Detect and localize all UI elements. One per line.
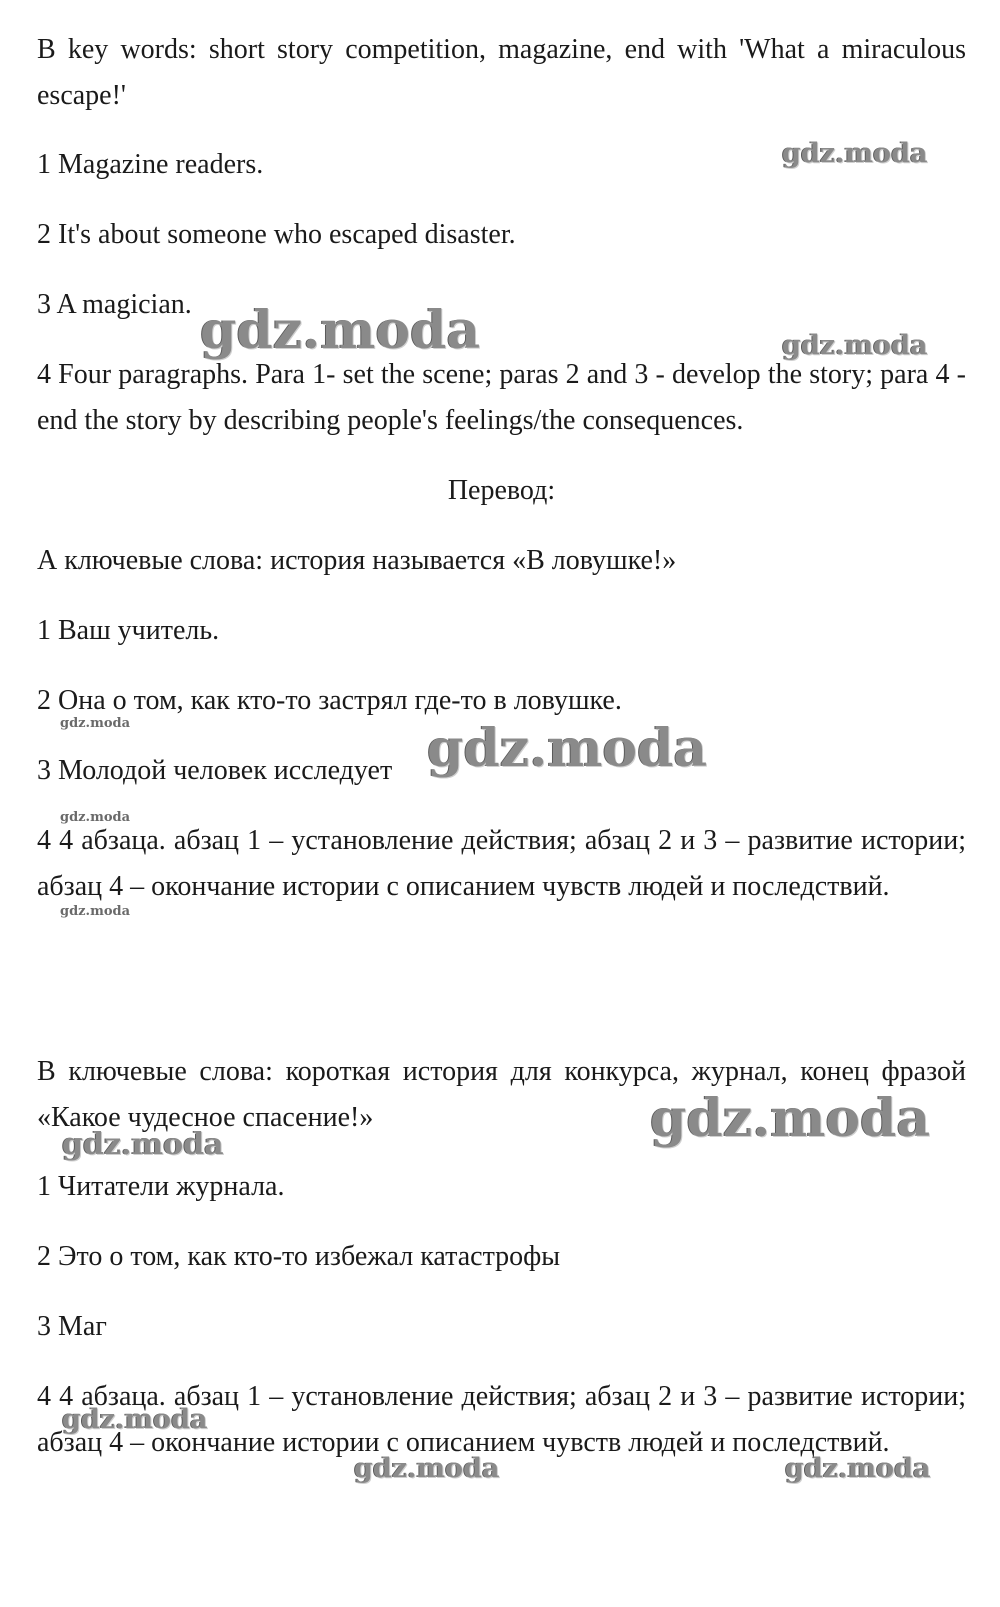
- section-b-item-3: 3 A magician.: [37, 289, 192, 320]
- translation-a-item-1: 1 Ваш учитель.: [37, 615, 220, 646]
- watermark-logo: gdz.moda: [427, 718, 708, 779]
- translation-b-item-2: 2 Это о том, как кто-то избежал катастрофы: [37, 1241, 561, 1272]
- translation-b-heading: В ключевые слова: короткая история для конкурса, журнал, конец фразой «Какое чудесное спасение!»: [37, 1056, 966, 1133]
- section-b-item-1: 1 Magazine readers.: [37, 149, 264, 180]
- watermark-logo: gdz.moda: [354, 1453, 500, 1484]
- watermark-logo: gdz.moda: [60, 810, 131, 825]
- watermark-logo: gdz.moda: [200, 300, 481, 361]
- watermark-logo: gdz.moda: [60, 716, 131, 731]
- watermark-logo: gdz.moda: [785, 1453, 931, 1484]
- section-b-heading: B key words: short story competition, magazine, end with 'What a miraculous escape!': [37, 34, 966, 111]
- translation-title: Перевод:: [447, 475, 556, 506]
- section-b-item-2: 2 It's about someone who escaped disaster.: [37, 219, 516, 250]
- translation-a-item-3: 3 Молодой человек исследует: [37, 755, 393, 786]
- section-b-item-4: 4 Four paragraphs. Para 1- set the scene; paras 2 and 3 - develop the story; para 4 - end the story by describing people's feelings/the consequences.: [37, 359, 966, 436]
- translation-a-item-2: 2 Она о том, как кто-то застрял где-то в ловушке.: [37, 685, 622, 716]
- watermark-logo: gdz.moda: [62, 1127, 224, 1162]
- translation-b-item-1: 1 Читатели журнала.: [37, 1171, 285, 1202]
- translation-b-item-3: 3 Маг: [37, 1311, 107, 1342]
- watermark-logo: gdz.moda: [782, 138, 928, 169]
- watermark-logo: gdz.moda: [650, 1088, 931, 1149]
- translation-a-heading: А ключевые слова: история называется «В ловушке!»: [37, 545, 677, 576]
- watermark-logo: gdz.moda: [60, 904, 131, 919]
- watermark-logo: gdz.moda: [62, 1404, 208, 1435]
- translation-a-item-4: 4 4 абзаца. абзац 1 – установление действия; абзац 2 и 3 – развитие истории; абзац 4 – окончание истории с описанием чувств людей и последствий.: [37, 825, 966, 902]
- watermark-logo: gdz.moda: [782, 330, 928, 361]
- translation-b-item-4: 4 4 абзаца. абзац 1 – установление действия; абзац 2 и 3 – развитие истории; абзац 4 – окончание истории с описанием чувств людей и последствий.: [37, 1381, 966, 1458]
